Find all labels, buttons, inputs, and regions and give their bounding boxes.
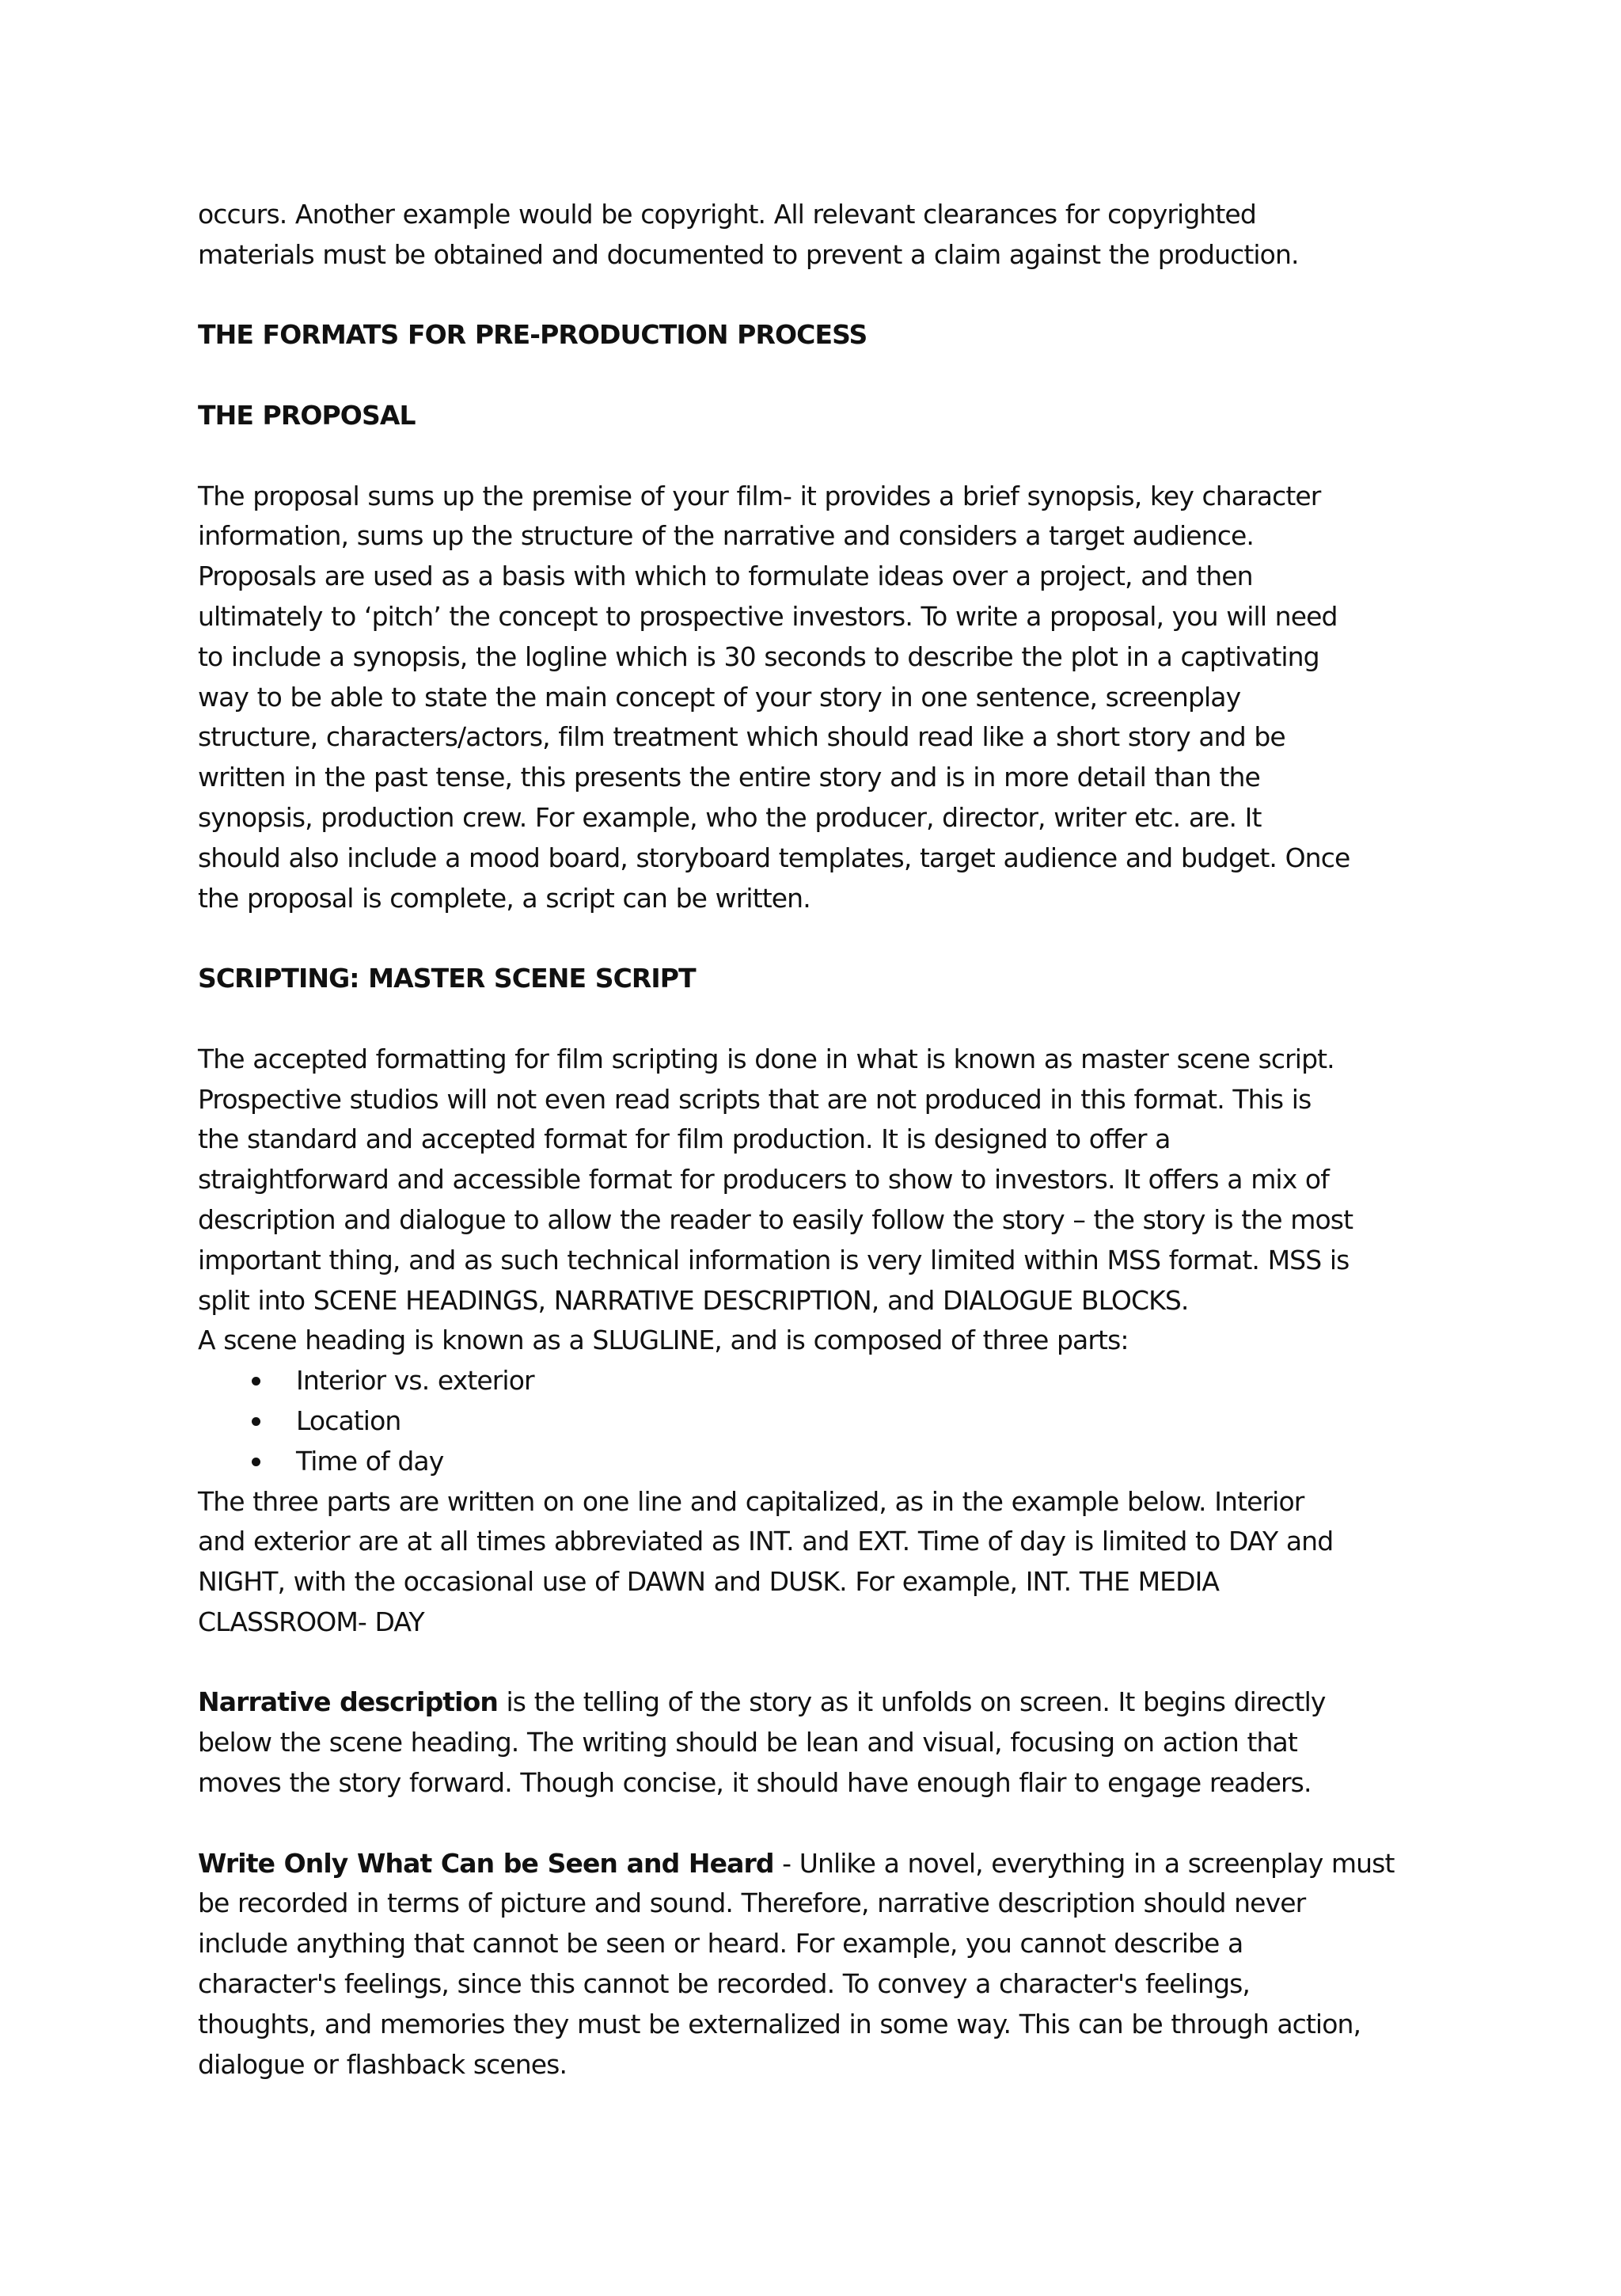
text-line: the standard and accepted format for film production. It is designed to offer a	[198, 1123, 1171, 1155]
text-line: materials must be obtained and documented to prevent a claim against the production.	[198, 238, 1299, 270]
text-line: the proposal is complete, a script can be written.	[198, 882, 810, 914]
text-line: Prospective studios will not even read scripts that are not produced in this format. This is	[198, 1083, 1312, 1115]
text-line	[198, 1844, 1441, 1884]
text-line: to include a synopsis, the logline which is 30 seconds to describe the plot in a captivating	[198, 641, 1319, 672]
document-page	[198, 195, 1441, 2085]
section-heading-formats: THE FORMATS FOR PRE-PRODUCTION PROCESS	[198, 319, 867, 351]
text-line	[198, 1682, 1441, 1723]
text-line: The proposal sums up the premise of your film- it provides a brief synopsis, key character	[198, 480, 1321, 511]
text-line: occurs. Another example would be copyright. All relevant clearances for copyrighted	[198, 199, 1256, 230]
text-line: include anything that cannot be seen or heard. For example, you cannot describe a	[198, 1928, 1243, 1960]
text-line: should also include a mood board, storyboard templates, target audience and budget. Once	[198, 842, 1350, 873]
text-line: description and dialogue to allow the reader to easily follow the story – the story is the most	[198, 1203, 1353, 1235]
text-line: dialogue or flashback scenes.	[198, 2048, 568, 2080]
text-line: structure, characters/actors, film treatment which should read like a short story and be	[198, 721, 1285, 753]
text-run: is the telling of the story as it unfolds on screen. It begins directly	[497, 1686, 1326, 1718]
write-only-term: Write Only What Can be Seen and Heard	[198, 1847, 774, 1879]
text-line: synopsis, production crew. For example, who the producer, director, writer etc. are. It	[198, 801, 1262, 833]
narrative-term: Narrative description	[198, 1686, 498, 1718]
text-line: The accepted formatting for film scripting is done in what is known as master scene script.	[198, 1043, 1334, 1074]
text-run: - Unlike a novel, everything in a screenplay must	[773, 1847, 1395, 1879]
text-line: Proposals are used as a basis with which to formulate ideas over a project, and then	[198, 561, 1253, 592]
text-line: ultimately to ‘pitch’ the concept to prospective investors. To write a proposal, you will need	[198, 600, 1338, 632]
list-item: Time of day	[198, 1442, 1441, 1482]
text-line: moves the story forward. Though concise, it should have enough flair to engage readers.	[198, 1767, 1312, 1799]
section-heading-scripting: SCRIPTING: MASTER SCENE SCRIPT	[198, 963, 696, 994]
write-only-paragraph	[198, 1844, 1441, 2085]
slugline-parts-list	[198, 1361, 1441, 1481]
text-line: split into SCENE HEADINGS, NARRATIVE DESCRIPTION, and DIALOGUE BLOCKS.	[198, 1284, 1189, 1316]
section-heading-proposal: THE PROPOSAL	[198, 399, 416, 431]
text-line: A scene heading is known as a SLUGLINE, and is composed of three parts:	[198, 1325, 1129, 1356]
text-line: written in the past tense, this presents the entire story and is in more detail than the	[198, 762, 1260, 793]
proposal-paragraph	[198, 477, 1441, 919]
list-item: Location	[198, 1401, 1441, 1442]
text-line: and exterior are at all times abbreviated as INT. and EXT. Time of day is limited to DAY and	[198, 1526, 1334, 1557]
text-line: character's feelings, since this cannot be recorded. To convey a character's feelings,	[198, 1968, 1251, 2000]
slugline-paragraph	[198, 1482, 1441, 1643]
text-line: below the scene heading. The writing should be lean and visual, focusing on action that	[198, 1727, 1297, 1758]
scripting-paragraph	[198, 1040, 1441, 1361]
intro-paragraph	[198, 195, 1441, 276]
text-line: straightforward and accessible format for producers to show to investors. It offers a mix of	[198, 1164, 1329, 1196]
list-item: Interior vs. exterior	[198, 1361, 1441, 1401]
text-line: NIGHT, with the occasional use of DAWN and DUSK. For example, INT. THE MEDIA	[198, 1566, 1220, 1598]
text-line: The three parts are written on one line and capitalized, as in the example below. Interior	[198, 1485, 1304, 1517]
text-line: information, sums up the structure of the narrative and considers a target audience.	[198, 520, 1254, 552]
narrative-paragraph	[198, 1682, 1441, 1803]
text-line: CLASSROOM- DAY	[198, 1606, 424, 1637]
text-line: way to be able to state the main concept of your story in one sentence, screenplay	[198, 681, 1241, 713]
text-line: thoughts, and memories they must be externalized in some way. This can be through action,	[198, 2008, 1361, 2039]
text-line: be recorded in terms of picture and sound. Therefore, narrative description should never	[198, 1887, 1306, 1919]
text-line: important thing, and as such technical information is very limited within MSS format. MSS is	[198, 1244, 1350, 1275]
